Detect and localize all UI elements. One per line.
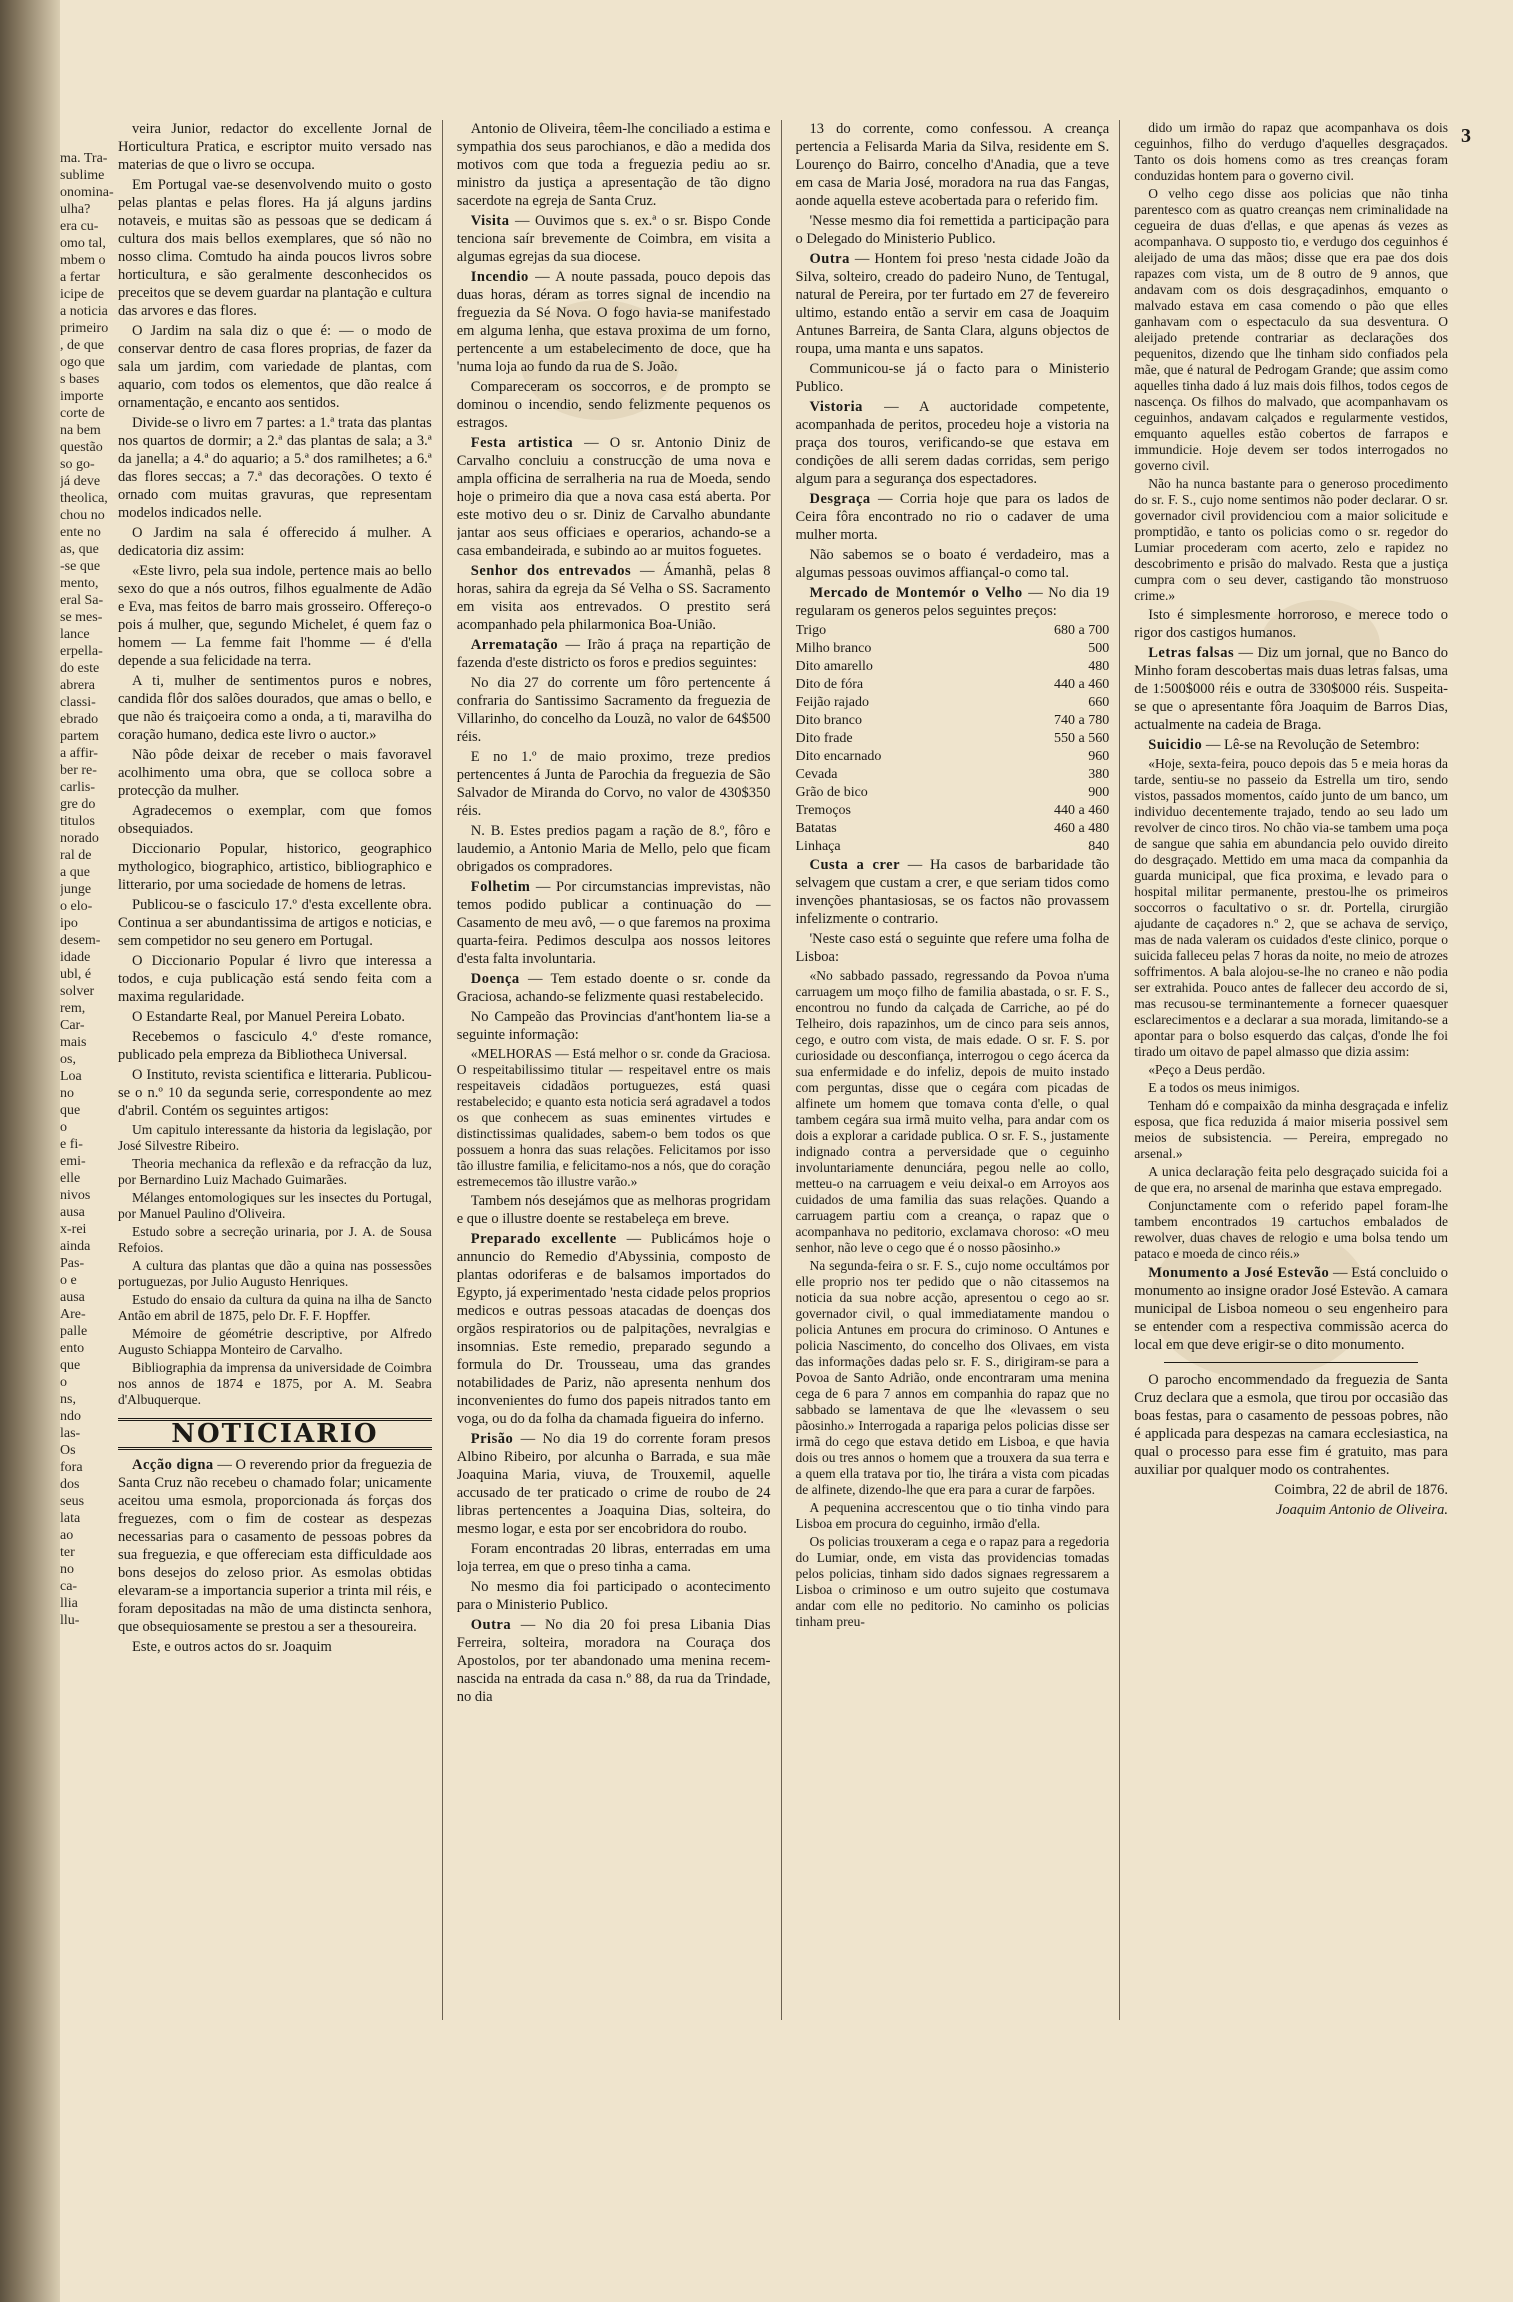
item-heading: Preparado excellente xyxy=(470,1231,617,1247)
quoted-paragraph: «No sabbado passado, regressando da Povoa n'uma carruagem um moço filho de familia abastada, o sr. F. S., encontrou no fundo da calçada de Carriche, ao pé do Telheiro, dois rapazinhos, um de cinco para seis annos, cego, e outro com vista, de mais edade. O sr. F. S. por curiosidade ou desconfiança, interrogou o cego ácerca da sua enfermidade e do infeliz, depois de muito instado com perguntas, disse que o cegára com picadas de alfinete um homem que tomava conta d'elle, o qual tambem cegára sua irmã muito velha, para andar com os dois a explorar a caridade publica. O sr. F. S., justamente indignado contra a perversidade que o ceguinho involuntariamente denunciára, pegou nelle ao collo, metteu-o na carruagem e veiu deixal-o em Arroyos aos cuidados de uma familia das suas relações. Quando a carruagem partiu com a creança, o rapaz que o acompanhava no peditorio, exclamava choroso: «O meu senhor, não leve o cego que é o nosso pãosinho.» xyxy=(795,968,1110,1255)
item-text: — Corria hoje que para os lados de Ceira fôra encontrado no rio o cadaver de uma mulher morta. xyxy=(795,491,1110,543)
edge-text-line: lata xyxy=(60,1511,81,1526)
price-row xyxy=(796,784,1110,802)
item-heading: Letras falsas xyxy=(1148,645,1235,661)
item-heading: Acção digna xyxy=(132,1457,214,1473)
quoted-paragraph: Tenham dó e compaixão da minha desgraçada e infeliz esposa, que fica reduzida á maior miseria possivel sem meios de subsistencia. — Pereira, empregado no arsenal.» xyxy=(1134,1098,1448,1161)
notice-date: Coimbra, 22 de abril de 1876. xyxy=(1274,1482,1448,1498)
item-text: — A auctoridade competente, acompanhada de peritos, procedeu hoje a vistoria na praça dos touros, verificando-se que estava em condições de alli serem dadas corridas, sem perigo algum para a segurança dos espectadores. xyxy=(795,399,1110,487)
edge-text-line: theolica, xyxy=(60,491,108,506)
edge-text-line: abrera xyxy=(60,678,95,693)
newspaper-page xyxy=(118,120,1458,2180)
edge-text-line: mbem o xyxy=(60,253,106,268)
paragraph: N. B. Estes predios pagam a ração de 8.º, fôro e laudemio, a Antonio Maria de Mello, pelo que ficam obrigados os compradores. xyxy=(456,823,771,875)
edge-text-line: no xyxy=(60,1086,74,1101)
price-row xyxy=(796,820,1110,838)
paragraph: O Estandarte Real, por Manuel Pereira Lobato. xyxy=(132,1009,405,1025)
edge-text-line: palle xyxy=(60,1324,88,1339)
edge-text-line: fora xyxy=(60,1460,83,1475)
news-item-incendio xyxy=(457,268,771,376)
notice-signature: Joaquim Antonio de Oliveira. xyxy=(1275,1502,1448,1518)
item-text: — No dia 20 foi presa Libania Dias Ferreira, solteira, moradora na Couraça dos Apostolos, por ter abandonado uma menina recem-nascida na entrada da casa n.º 88, da rua da Trindade, no dia xyxy=(456,1617,771,1705)
item-text: — Tem estado doente o sr. conde da Graciosa, achando-se felizmente quasi restabelecido. xyxy=(456,971,771,1005)
news-item-prisao xyxy=(457,1430,771,1538)
news-item-vistoria xyxy=(796,398,1110,488)
item-text: — Diz um jornal, que no Banco do Minho foram descobertas mais duas letras falsas, uma de 1:500$000 réis e outra de 330$000 réis. Suspeita-se que o apresentante fôra Joaquim de Barros Dias, actualmente na cadeia de Braga. xyxy=(1134,645,1448,733)
edge-text-line: o xyxy=(60,1375,67,1390)
edge-text-line: a fertar xyxy=(60,270,101,285)
news-item-folhetim xyxy=(457,878,771,968)
item-heading: Doença xyxy=(470,971,520,987)
edge-text-line: s bases xyxy=(60,372,100,387)
edge-text-line: Are- xyxy=(60,1307,86,1322)
paragraph: Foram encontradas 20 libras, enterradas em uma loja terrea, em que o preso tinha a cama. xyxy=(456,1541,771,1575)
edge-text-line: primeiro xyxy=(60,321,109,336)
edge-text-line: sublime xyxy=(60,168,105,183)
news-item-doenca xyxy=(457,970,771,1006)
edge-text-line: ulha? xyxy=(60,202,91,217)
edge-text-line: ausa xyxy=(60,1290,85,1305)
item-heading: Custa a crer xyxy=(809,857,901,873)
edge-text-line: x-rei xyxy=(60,1222,87,1237)
price-value: 440 a 460 xyxy=(1054,803,1110,818)
paragraph: Mémoire de géométrie descriptive, por Alfredo Augusto Schiappa Monteiro de Carvalho. xyxy=(118,1326,432,1357)
paragraph: Um capitulo interessante da historia da legislação, por José Silvestre Ribeiro. xyxy=(118,1122,432,1153)
edge-text-line: ns, xyxy=(60,1392,76,1407)
price-row xyxy=(796,748,1110,766)
item-heading: Outra xyxy=(809,251,850,267)
paragraph: Este, e outros actos do sr. Joaquim xyxy=(132,1639,332,1655)
edge-text-line: chou no xyxy=(60,508,105,523)
edge-text-line: idade xyxy=(60,950,91,965)
edge-text-line: e fi- xyxy=(60,1137,83,1152)
price-item: Feijão rajado xyxy=(795,695,869,710)
paragraph: No dia 27 do corrente um fôro pertencente á confraria do Santissimo Sacramento da freguezia de Villarinho, do concelho da Louzã, no valor de 64$500 réis. xyxy=(456,675,771,745)
quoted-paragraph: Não ha nunca bastante para o generoso procedimento do sr. F. S., cujo nome sentimos não poder declarar. O sr. governador civil providenciou com a maior solicitude e promptidão, e tanto os policias como o sr. regedor do Lumiar procederam com acerto, zelo e rapidez no descobrimento e prisão do malvado. Resta que a justiça cumpra com o seu dever, castigando tão monstruoso crime.» xyxy=(1134,476,1448,603)
paragraph: A ti, mulher de sentimentos puros e nobres, candida flôr dos salões dourados, que amas o bello, e que não és traiçoeira como a onda, a ti, maravilha do coração humano, dedica este livro o auctor.» xyxy=(118,673,432,743)
edge-text-line: ente no xyxy=(60,525,101,540)
edge-text-line: onomina- xyxy=(60,185,114,200)
price-item: Trigo xyxy=(795,623,827,638)
edge-text-line: -se que xyxy=(60,559,101,574)
news-item-letras-falsas xyxy=(1134,644,1448,734)
paragraph: O Jardim na sala diz o que é: — o modo de conservar dentro de casa flores proprias, de fazer da sala um jardim, com variedade de plantas, com aquario, com todos os elementos, que dão realce á ornamentação, e encanto aos sentidos. xyxy=(118,323,432,411)
edge-text-line: , de que xyxy=(60,338,104,353)
paragraph: Estudo do ensaio da cultura da quina na ilha de Sancto Antão em abril de 1875, pelo Dr. F. F. Hopffer. xyxy=(118,1292,432,1323)
edge-text-line: junge xyxy=(60,882,92,897)
item-heading: Mercado de Montemór o Velho xyxy=(809,585,1023,601)
edge-text-line: solver xyxy=(60,984,95,999)
paragraph: Em Portugal vae-se desenvolvendo muito o gosto pelas plantas e pelas flores. Ha já alguns jardins notaveis, e muitas são as pessoas que se dedicam á cultura dos mais bellos exemplares, que só não no nosso clima. Comtudo ha ainda poucos livros sobre horticultura, e são geralmente desconhecidos os preceitos que se devem guardar na plantação e cultura das arvores e das flores. xyxy=(118,177,432,319)
quoted-paragraph: «MELHORAS — Está melhor o sr. conde da Graciosa. O respeitabilissimo titular — respeitavel entre os mais respeitaveis cidadãos portuguezes, está quasi restabelecido; e quanto esta noticia será agradavel a todos os que conhecem as suas eminentes virtudes e distinctissimas qualidades, sabem-o bem todos os que possuem a honra das suas relações. Felicitamos por isso tão illustre familia, e felicitamo-nos a nós, que do coração estremecemos tão illustre varão.» xyxy=(456,1046,771,1189)
edge-text-line: llu- xyxy=(60,1613,80,1628)
paragraph: Divide-se o livro em 7 partes: a 1.ª trata das plantas nos quartos de dormir; a 2.ª das plantas de sala; a 3.ª da janella; a 4.ª do aquario; a 5.ª dos ramilhetes; a 6.ª das flores seccas; a 7.ª das decorações. O texto é ornado com muitas gravuras, que representam modelos indicados nelle. xyxy=(118,415,432,521)
item-text: — Hontem foi preso 'nesta cidade João da Silva, solteiro, creado do padeiro Nuno, de Tentugal, natural de Pereira, por ter furtado em 27 de fevereiro ultimo, estando então a servir em casa de Joaquim Antunes Barreira, de Santa Clara, alguns objectos de roupa, uma manta e uns sapatos. xyxy=(795,251,1110,357)
edge-text-line: gre do xyxy=(60,797,96,812)
paragraph: A cultura das plantas que dão a quina nas possessões portuguezas, por Julio Augusto Henriques. xyxy=(118,1258,432,1289)
edge-text-line: ubl, é xyxy=(60,967,92,982)
edge-text-line: emi- xyxy=(60,1154,86,1169)
edge-text-line: importe xyxy=(60,389,104,404)
edge-text-line: as, que xyxy=(60,542,99,557)
price-value: 680 a 700 xyxy=(1054,623,1110,638)
edge-text-line: ainda xyxy=(60,1239,91,1254)
notice-paragraph: O parocho encommendado da freguezia de Santa Cruz declara que a esmola, que tirou por occasião das boas festas, para o casamento de pessoas pobres, não é applicada para despezas na camara ecclesiastica, na qual o processo para esse fim é gratuito, mas para auxiliar por qualquer modo os contrahentes. xyxy=(1134,1372,1448,1478)
edge-text-line: a que xyxy=(60,865,90,880)
column-4 xyxy=(1134,120,1458,2020)
edge-text-line: Car- xyxy=(60,1018,85,1033)
news-item-suicidio xyxy=(1134,736,1448,754)
paragraph: 'Neste caso está o seguinte que refere uma folha de Lisboa: xyxy=(795,931,1110,965)
edge-text-line: dos xyxy=(60,1477,80,1492)
edge-text-line: norado xyxy=(60,831,99,846)
item-text: — No dia 19 do corrente foram presos Albino Ribeiro, por alcunha o Barrada, e sua mãe Joaquina Maria, viuva, de Trouxemil, aquelle accusado de ter praticado o crime de roubo de 24 libras pertencentes a Joaquina Dias, solteira, do mesmo logar, e esta por ser encobridora do roubo. xyxy=(456,1431,771,1537)
previous-page-edge xyxy=(60,150,115,2050)
quoted-paragraph: A pequenina accrescentou que o tio tinha vindo para Lisboa em procura do ceguinho, irmão d'ella. xyxy=(795,1500,1110,1531)
item-heading: Monumento a José Estevão xyxy=(1148,1265,1330,1281)
price-item: Tremoços xyxy=(795,803,851,818)
news-item-arrematacao xyxy=(457,636,771,672)
price-row xyxy=(796,802,1110,820)
paragraph: veira Junior, redactor do excellente Jornal de Horticultura Pratica, e escriptor muito versado nas materias de que o livro se occupa. xyxy=(118,121,432,173)
edge-text-line: ber re- xyxy=(60,763,97,778)
edge-text-line: nivos xyxy=(60,1188,91,1203)
paragraph: Publicou-se o fasciculo 17.º d'esta excellente obra. Continua a ser abundantissima de artigos e noticias, e sem competidor no seu genero em Portugal. xyxy=(118,897,432,949)
edge-text-line: Loa xyxy=(60,1069,82,1084)
paragraph: Tambem nós desejámos que as melhoras progridam e que o illustre doente se restabeleça em breve. xyxy=(456,1193,771,1227)
paragraph: No mesmo dia foi participado o acontecimento para o Ministerio Publico. xyxy=(456,1579,771,1613)
paragraph: Bibliographia da imprensa da universidade de Coimbra nos annos de 1874 e 1875, por A. M. Seabra d'Albuquerque. xyxy=(118,1360,432,1407)
edge-text-line: ipo xyxy=(60,916,78,931)
news-item-preparado-excellente xyxy=(457,1230,771,1428)
edge-text-line: ral de xyxy=(60,848,92,863)
paragraph: Theoria mechanica da reflexão e da refracção da luz, por Bernardino Luiz Machado Guimarães. xyxy=(118,1156,432,1187)
edge-text-line: corte de xyxy=(60,406,105,421)
edge-text-line: icipe de xyxy=(60,287,104,302)
edge-text-line: o e xyxy=(60,1273,77,1288)
paragraph: «Este livro, pela sua indole, pertence mais ao bello sexo do que a nós outros, filhos egualmente de Adão e Eva, mas feitos de barro mais grosseiro. Offereço-o pois á mulher, que, segundo Michelet, é quem faz o homem — La femme fait l'homme — é d'ella depende a sua felicidade na terra. xyxy=(118,563,432,669)
column-3 xyxy=(796,120,1121,2020)
paragraph: Recebemos o fasciculo 4.º d'este romance, publicado pela empreza da Bibliotheca Universal. xyxy=(118,1029,432,1063)
edge-text-line: elle xyxy=(60,1171,81,1186)
price-value: 480 xyxy=(1088,659,1110,674)
price-item: Batatas xyxy=(795,821,837,836)
paragraph: O Diccionario Popular é livro que interessa a todos, e cuja publicação está sendo feita com a maxima regularidade. xyxy=(118,953,432,1005)
paragraph: Isto é simplesmente horroroso, e merece todo o rigor dos castigos humanos. xyxy=(1134,607,1448,641)
price-value: 440 a 460 xyxy=(1054,677,1110,692)
paragraph: Communicou-se já o facto para o Ministerio Publico. xyxy=(795,361,1110,395)
news-item-outra xyxy=(457,1616,771,1706)
edge-text-line: omo tal, xyxy=(60,236,106,251)
edge-text-line: ao xyxy=(60,1528,74,1543)
edge-text-line: ter xyxy=(60,1545,75,1560)
price-value: 460 a 480 xyxy=(1054,821,1110,836)
edge-text-line: já deve xyxy=(60,474,101,489)
quoted-paragraph: Conjunctamente com o referido papel foram-lhe tambem encontrados 19 cartuchos embalados de rewolver, duas chaves de relogio e uma bolsa tendo um pataco e moeda de cinco réis.» xyxy=(1134,1198,1448,1261)
item-heading: Festa artistica xyxy=(470,435,574,451)
news-item-senhor-dos-entrevados xyxy=(457,562,771,634)
price-row xyxy=(796,658,1110,676)
price-row xyxy=(796,838,1110,856)
edge-text-line: partem xyxy=(60,729,99,744)
item-heading: Vistoria xyxy=(809,399,863,415)
book-spine xyxy=(0,0,60,2302)
edge-text-line: desem- xyxy=(60,933,101,948)
paragraph: Compareceram os soccorros, e de prompto se dominou o incendio, sendo felizmente pequenos os estragos. xyxy=(456,379,771,431)
price-value: 660 xyxy=(1088,695,1110,710)
price-item: Grão de bico xyxy=(795,785,868,800)
edge-text-line: seus xyxy=(60,1494,85,1509)
item-heading: Suicidio xyxy=(1148,737,1203,753)
quoted-paragraph: O velho cego disse aos policias que não tinha parentesco com as quatro creanças nem criminalidade na cegueira de duas d'ellas, e que apenas ás vezes as acompanhava. O supposto tio, e verdugo dos ceguinhos é aleijado de uma das mãos; disse que era pae dos dois rapazes com vista, um de 8 outro de 9 annos, que andavam com os dois desgraçadinhos, emquanto o malvado estava em casa comendo o pão que elles ganhavam com o espectaculo da sua desventura. O aleijado pretende contrariar as declarações dos pequenitos, dizendo que lhe tinham sido confiados pela mãe, que é natural de Pedrogam Grande; que assim como aquelles tinha dado á luz mais dois filhos, todos cegos de nascença. Os filhos do malvado, que acompanhavam os ceguinhos, andavam calçados e regularmente vestidos, emquanto aquelles estão cobertos de farrapos e immundicie. Hoje devem ser todos interrogados no governo civil. xyxy=(1134,186,1448,473)
price-value: 550 a 560 xyxy=(1054,731,1110,746)
item-text: — A noute passada, pouco depois das duas horas, déram as torres signal de incendio na freguezia da Sé Nova. O fogo havia-se manifestado em alguma lenha, que estava proxima de um forno, pertencente a um estabelecimento de doce, que ha 'numa loja ao fundo da rua de S. João. xyxy=(456,269,771,375)
edge-text-line: ma. Tra- xyxy=(60,151,108,166)
news-item-mercado xyxy=(796,584,1110,620)
price-row xyxy=(796,712,1110,730)
price-item: Dito branco xyxy=(795,713,862,728)
quoted-paragraph: «Peço a Deus perdão. xyxy=(1148,1062,1266,1077)
paragraph: No Campeão das Provincias d'ant'hontem lia-se a seguinte informação: xyxy=(456,1009,771,1043)
edge-text-line: rem, xyxy=(60,1001,86,1016)
column-2 xyxy=(457,120,782,2020)
news-item-acao-digna xyxy=(118,1456,432,1636)
paragraph: Não sabemos se o boato é verdadeiro, mas a algumas pessoas ouvimos affiançal-o como tal. xyxy=(795,547,1110,581)
edge-text-line: mento, xyxy=(60,576,99,591)
edge-text-line: Pas- xyxy=(60,1256,85,1271)
item-text: — Irão á praça na repartição de fazenda d'este districto os foros e predios seguintes: xyxy=(456,637,771,671)
quoted-paragraph: «Hoje, sexta-feira, pouco depois das 5 e meia horas da tarde, sentiu-se no passeio da Estrella um tiro, sendo vistos, passados momentos, caído junto de um banco, um individuo decentemente trajado, tendo ao seu lado um revolver de cinco tiros. No chão via-se tambem uma poça de sangue que sahia em abundancia pelo ouvido direito do desgraçado. Mettido em uma maca da companhia da guarda municipal, que fica proxima, e levado para o hospital militar permanente, prestou-lhe os primeiros soccorros o facultativo o sr. dr. Portella, cirurgião ajudante de caçadores n.º 2, que se achava de serviço, mas de nada valeram os cuidados d'este clinico, porque o suicida falleceu pelas 7 horas da noite, no meio de atrozes soffrimentos. A bala alojou-se-lhe no craneo e não podia ser extrahida. Pouco antes de fallecer deu accordo de si, mas recusou-se terminantemente a fornecer quaesquer esclarecimentos e a declarar a sua morada, limitando-se a apontar para o bolso esquerdo das calças, d'onde lhe foi tirado um oitavo de papel almasso que dizia assim: xyxy=(1134,756,1448,1059)
edge-text-line: llia xyxy=(60,1596,78,1611)
item-heading: Prisão xyxy=(470,1431,514,1447)
edge-text-line: do este xyxy=(60,661,100,676)
paragraph: Antonio de Oliveira, têem-lhe conciliado a estima e sympathia dos seus parochianos, e dão a medida dos motivos com que toda a freguezia pediu ao sr. ministro da justiça a apresentação de tão digno sacerdote na egreja de Santa Cruz. xyxy=(456,121,771,209)
paragraph: O Jardim na sala é offerecido á mulher. A dedicatoria diz assim: xyxy=(118,525,432,559)
quoted-paragraph: Na segunda-feira o sr. F. S., cujo nome occultámos por elle proprio nos ter pedido que o não citassemos na noticia da sua nobre acção, apresentou o cego ao sr. governador civil, o qual immediatamente mandou o policia Antunes em procura do criminoso. O Antunes e policia Nascimento, do concelho dos Olivaes, em vista das informações dadas pelo sr. F. S., dirigiram-se para a Povoa de Santo Adrião, onde encontraram uma menina cega de 6 para 7 annos em companhia do rapaz que no sabbado se lamentava de que lhe «levassem o seu pãosinho.» Interrogada a rapariga pelos policias disse ser irmã do cego que estava detido em Lisboa, e que havia dois ou tres annos o homem que a trouxera da sua terra e a quem ella tratava por tio, lhe tirára a vista com picadas de alfinete, dizendo-lhe que era para a curar de farpões. xyxy=(795,1258,1110,1497)
edge-text-line: ndo xyxy=(60,1409,81,1424)
quoted-paragraph: dido um irmão do rapaz que acompanhava os dois ceguinhos, filho do verdugo d'aquelles desgraçados. Tanto os dois homens como as tres creanças foram conduzidas hontem para o governo civil. xyxy=(1134,120,1448,183)
edge-text-line: so go- xyxy=(60,457,95,472)
item-text: — O sr. Antonio Diniz de Carvalho concluiu a construcção de uma nova e ampla officina de serralheria na rua de Moeda, sendo hoje o primeiro dia que a nova casa está aberta. Por este motivo deu o sr. Diniz de Carvalho abundante jantar aos seus officiaes e operarios, achando-se a casa embandeirada, e subindo ao ar muitos foguetes. xyxy=(456,435,771,559)
price-item: Cevada xyxy=(795,767,838,782)
paragraph: Estudo sobre a secreção urinaria, por J. A. de Sousa Refoios. xyxy=(118,1224,432,1255)
edge-text-line: se mes- xyxy=(60,610,103,625)
paragraph: O Instituto, revista scientifica e litteraria. Publicou-se o n.º 10 da segunda serie, correspondente ao mez d'abril. Contém os seguintes artigos: xyxy=(118,1067,432,1119)
paragraph: 'Nesse mesmo dia foi remettida a participação para o Delegado do Ministerio Publico. xyxy=(795,213,1110,247)
price-row xyxy=(796,676,1110,694)
item-heading: Desgraça xyxy=(809,491,871,507)
edge-text-line: ento xyxy=(60,1341,85,1356)
item-text: — Ha casos de barbaridade tão selvagem que custam a crer, e que seriam tidos como invenções phantasiosas, se os factos não provassem infelizmente o contrario. xyxy=(795,857,1110,927)
edge-text-line: eral Sa- xyxy=(60,593,104,608)
edge-text-line: las- xyxy=(60,1426,81,1441)
price-value: 960 xyxy=(1088,749,1110,764)
edge-text-line: classi- xyxy=(60,695,96,710)
news-item-outra xyxy=(796,250,1110,358)
edge-text-line: o elo- xyxy=(60,899,93,914)
item-heading: Visita xyxy=(470,213,510,229)
edge-text-line: ebrado xyxy=(60,712,99,727)
price-value: 380 xyxy=(1088,767,1110,782)
item-heading: Arrematação xyxy=(470,637,559,653)
edge-text-line: titulos xyxy=(60,814,96,829)
edge-text-line: ogo que xyxy=(60,355,105,370)
edge-text-line: Os xyxy=(60,1443,76,1458)
news-item-festa-artistica xyxy=(457,434,771,560)
item-text: — Lê-se na Revolução de Setembro: xyxy=(1205,737,1420,753)
news-item-desgraca xyxy=(796,490,1110,544)
section-heading-noticiario: NOTICIARIO xyxy=(118,1418,432,1450)
column-1 xyxy=(118,120,443,2020)
paragraph: Agradecemos o exemplar, com que fomos obsequiados. xyxy=(118,803,432,837)
edge-text-line: erpella- xyxy=(60,644,103,659)
price-row xyxy=(796,730,1110,748)
edge-text-line: a affir- xyxy=(60,746,98,761)
news-item-monumento xyxy=(1134,1264,1448,1354)
price-item: Linhaça xyxy=(795,839,841,854)
edge-text-line: lance xyxy=(60,627,90,642)
item-text: — Ouvimos que s. ex.ª o sr. Bispo Conde tenciona saír brevemente de Coimbra, em visita a algumas egrejas da sua diocese. xyxy=(456,213,771,265)
edge-text-line: a noticia xyxy=(60,304,108,319)
paragraph: Mélanges entomologiques sur les insectes du Portugal, por Manuel Paulino d'Oliveira. xyxy=(118,1190,432,1221)
edge-text-line: que xyxy=(60,1358,81,1373)
news-item-visita xyxy=(457,212,771,266)
item-text: — No dia 19 regularam os generos pelos seguintes preços: xyxy=(795,585,1110,619)
price-row xyxy=(796,622,1110,640)
price-row xyxy=(796,766,1110,784)
edge-text-line: questão xyxy=(60,440,103,455)
price-row xyxy=(796,640,1110,658)
price-item: Dito de fóra xyxy=(795,677,864,692)
price-value: 840 xyxy=(1088,839,1110,854)
edge-text-line: no xyxy=(60,1562,74,1577)
item-heading: Folhetim xyxy=(470,879,531,895)
quoted-paragraph: A unica declaração feita pelo desgraçado suicida foi a de que era, no arsenal de marinha que estava empregado. xyxy=(1134,1164,1448,1195)
edge-text-line: ausa xyxy=(60,1205,85,1220)
paragraph: E no 1.º de maio proximo, treze predios pertencentes á Junta de Parochia da freguezia de São Salvador de Miranda do Corvo, no valor de 430$350 réis. xyxy=(456,749,771,819)
item-text: — O reverendo prior da freguezia de Santa Cruz não recebeu o chamado folar; unicamente aceitou uma esmola, proporcionada ás forças dos freguezes, com o fim de costear as despezas necessarias para o casamento de pessoas pobres da sua freguezia, e que offereciam esta difficuldade aos bons desejos do zeloso prior. As esmolas obtidas elevaram-se a importancia superior a trinta mil réis, e foram depositadas na mão de uma distincta senhora, que obsequiosamente se prestou a ser a thesoureira. xyxy=(118,1457,432,1635)
paragraph: 13 do corrente, como confessou. A creança pertencia a Felisarda Maria da Silva, residente em S. Lourenço do Bairro, concelho d'Anadia, que a teve em casa de Maria José, moradora na rua das Fangas, aonde aquella esteve acobertada para o referido fim. xyxy=(795,121,1110,209)
price-item: Dito amarello xyxy=(795,659,873,674)
price-row xyxy=(796,694,1110,712)
edge-text-line: os, xyxy=(60,1052,76,1067)
price-value: 900 xyxy=(1088,785,1110,800)
item-heading: Outra xyxy=(470,1617,512,1633)
edge-text-line: carlis- xyxy=(60,780,95,795)
edge-text-line: mais xyxy=(60,1035,87,1050)
item-heading: Senhor dos entrevados xyxy=(470,563,632,579)
edge-text-line: na bem xyxy=(60,423,101,438)
item-text: — Ámanhã, pelas 8 horas, sahira da egreja da Sé Velha o SS. Sacramento em visita aos entrevados. O prestito será acompanhado pela philarmonica Boa-União. xyxy=(456,563,771,633)
price-item: Milho branco xyxy=(795,641,872,656)
item-text: — Publicámos hoje o annuncio do Remedio d'Abyssinia, composto de plantas odoriferas e de balsamos importados do Egypto, já experimentado 'nesta cidade pelos proprios medicos e outras pessoas atacadas de doenças dos orgãos respiratorios ou de palpitações, nevralgias e insomnias. Este remedio, preparado segundo a formula do Dr. Trousseau, uma das grandes notabilidades de Pariz, não apresenta nenhum dos inconvenientes do fumo dos papeis nitrados tanto em voga, ou do da folha da chamada figueira do inferno. xyxy=(456,1231,771,1427)
divider xyxy=(1164,1362,1418,1363)
item-text: — Está concluido o monumento ao insigne orador José Estevão. A camara municipal de Lisboa nomeou o seu engenheiro para se entender com a respectiva commissão acerca do local em que deve erigir-se o dito monumento. xyxy=(1134,1265,1449,1353)
news-item-custa-a-crer xyxy=(796,856,1110,928)
quoted-paragraph: E a todos os meus inimigos. xyxy=(1148,1080,1300,1095)
price-value: 740 a 780 xyxy=(1054,713,1110,728)
price-table xyxy=(796,622,1110,856)
price-value: 500 xyxy=(1088,641,1110,656)
edge-text-line: o xyxy=(60,1120,67,1135)
item-heading: Incendio xyxy=(470,269,529,285)
page-number: 3 xyxy=(1461,125,1471,147)
item-text: — Por circumstancias imprevistas, não temos podido publicar a continuação do — Casamento de meu avô, — o que faremos na proxima quarta-feira. Pedimos desculpa aos nossos leitores d'esta falta involuntaria. xyxy=(456,879,771,967)
edge-text-line: que xyxy=(60,1103,81,1118)
quoted-paragraph: Os policias trouxeram a cega e o rapaz para a regedoria do Lumiar, onde, em vista das providencias tomadas pelos policias, tinham sido dados signaes regressarem a Lisboa o criminoso e um outro sujeito que costumava andar com elle no peditorio. No caminho os policias tinham preu- xyxy=(795,1534,1110,1629)
price-item: Dito frade xyxy=(795,731,853,746)
edge-text-line: ca- xyxy=(60,1579,78,1594)
price-item: Dito encarnado xyxy=(795,749,882,764)
paragraph: Diccionario Popular, historico, geographico mythologico, biographico, artistico, bibliographico e litterario, por uma sociedade de homens de letras. xyxy=(118,841,432,893)
edge-text-line: era cu- xyxy=(60,219,99,234)
paragraph: Não pôde deixar de receber o mais favoravel acolhimento uma obra, que se colloca sobre a protecção da mulher. xyxy=(118,747,432,799)
